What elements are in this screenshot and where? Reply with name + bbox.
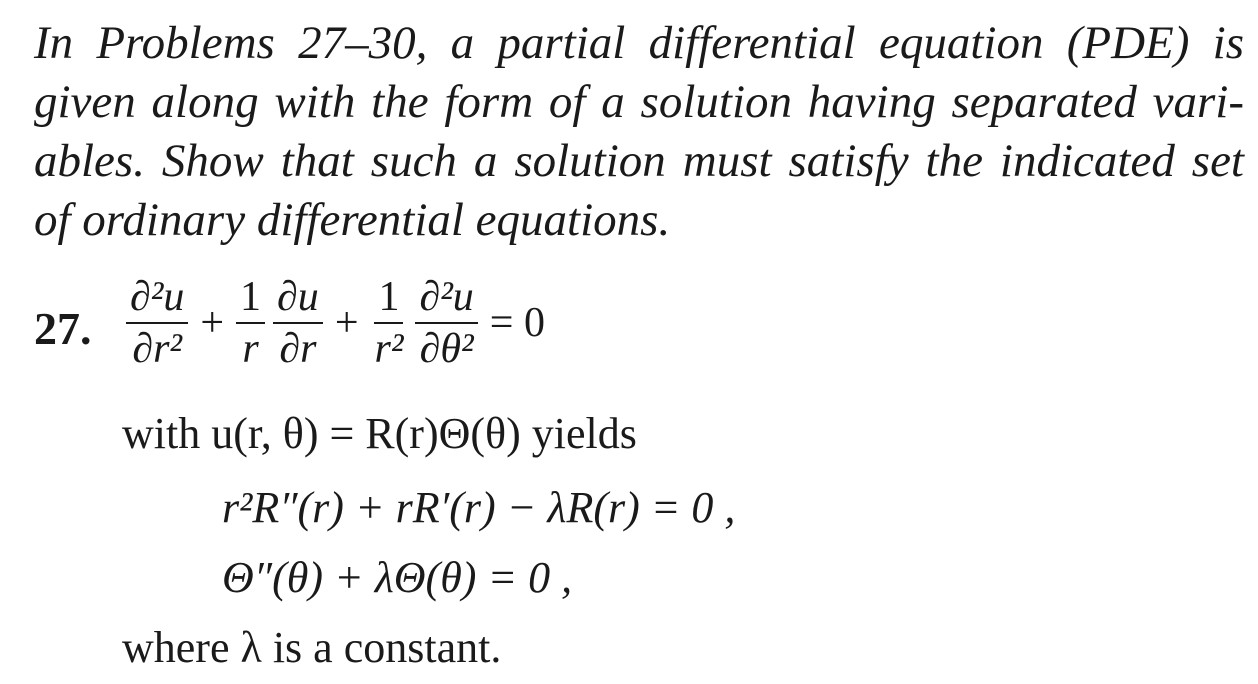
plus-operator: +: [200, 300, 225, 346]
problem-number: 27.: [34, 303, 92, 354]
fraction-denominator: ∂r²: [132, 326, 183, 372]
radial-ode: r²R″(r) + rR′(r) − λR(r) = 0 ,: [222, 483, 736, 532]
angular-ode: Θ″(θ) + λΘ(θ) = 0 ,: [222, 553, 573, 602]
instructions-line-1: In Problems 27–30, a partial differential equation (PDE) is: [34, 17, 1244, 69]
fraction-denominator: r²: [374, 326, 404, 372]
one-over-r-fraction: [236, 272, 265, 374]
second-derivative-theta-fraction: [415, 272, 477, 374]
plus-operator: +: [334, 300, 359, 346]
first-derivative-r-fraction: [273, 272, 323, 374]
pde-equation: [122, 272, 553, 374]
fraction-numerator: ∂u: [273, 272, 323, 324]
fraction-numerator: ∂²u: [415, 272, 477, 324]
instructions-line-4: of ordinary differential equations.: [34, 194, 671, 246]
fraction-numerator: 1: [236, 272, 265, 324]
constant-note: where λ is a constant.: [122, 623, 502, 672]
fraction-denominator: ∂θ²: [419, 326, 474, 372]
fraction-numerator: ∂²u: [126, 272, 188, 324]
fraction-denominator: ∂r: [279, 326, 317, 372]
equals-zero: = 0: [489, 300, 545, 346]
fraction-denominator: r: [242, 326, 259, 372]
fraction-numerator: 1: [374, 272, 403, 324]
separation-statement: with u(r, θ) = R(r)Θ(θ) yields: [122, 409, 637, 458]
problem-set-instructions: [34, 14, 1244, 250]
instructions-line-3: ables. Show that such a solution must satisfy the indicated set: [34, 135, 1244, 187]
instructions-line-2: given along with the form of a solution having separated vari-: [34, 76, 1244, 128]
second-derivative-r-fraction: [126, 272, 188, 374]
one-over-r-squared-fraction: [371, 272, 408, 374]
